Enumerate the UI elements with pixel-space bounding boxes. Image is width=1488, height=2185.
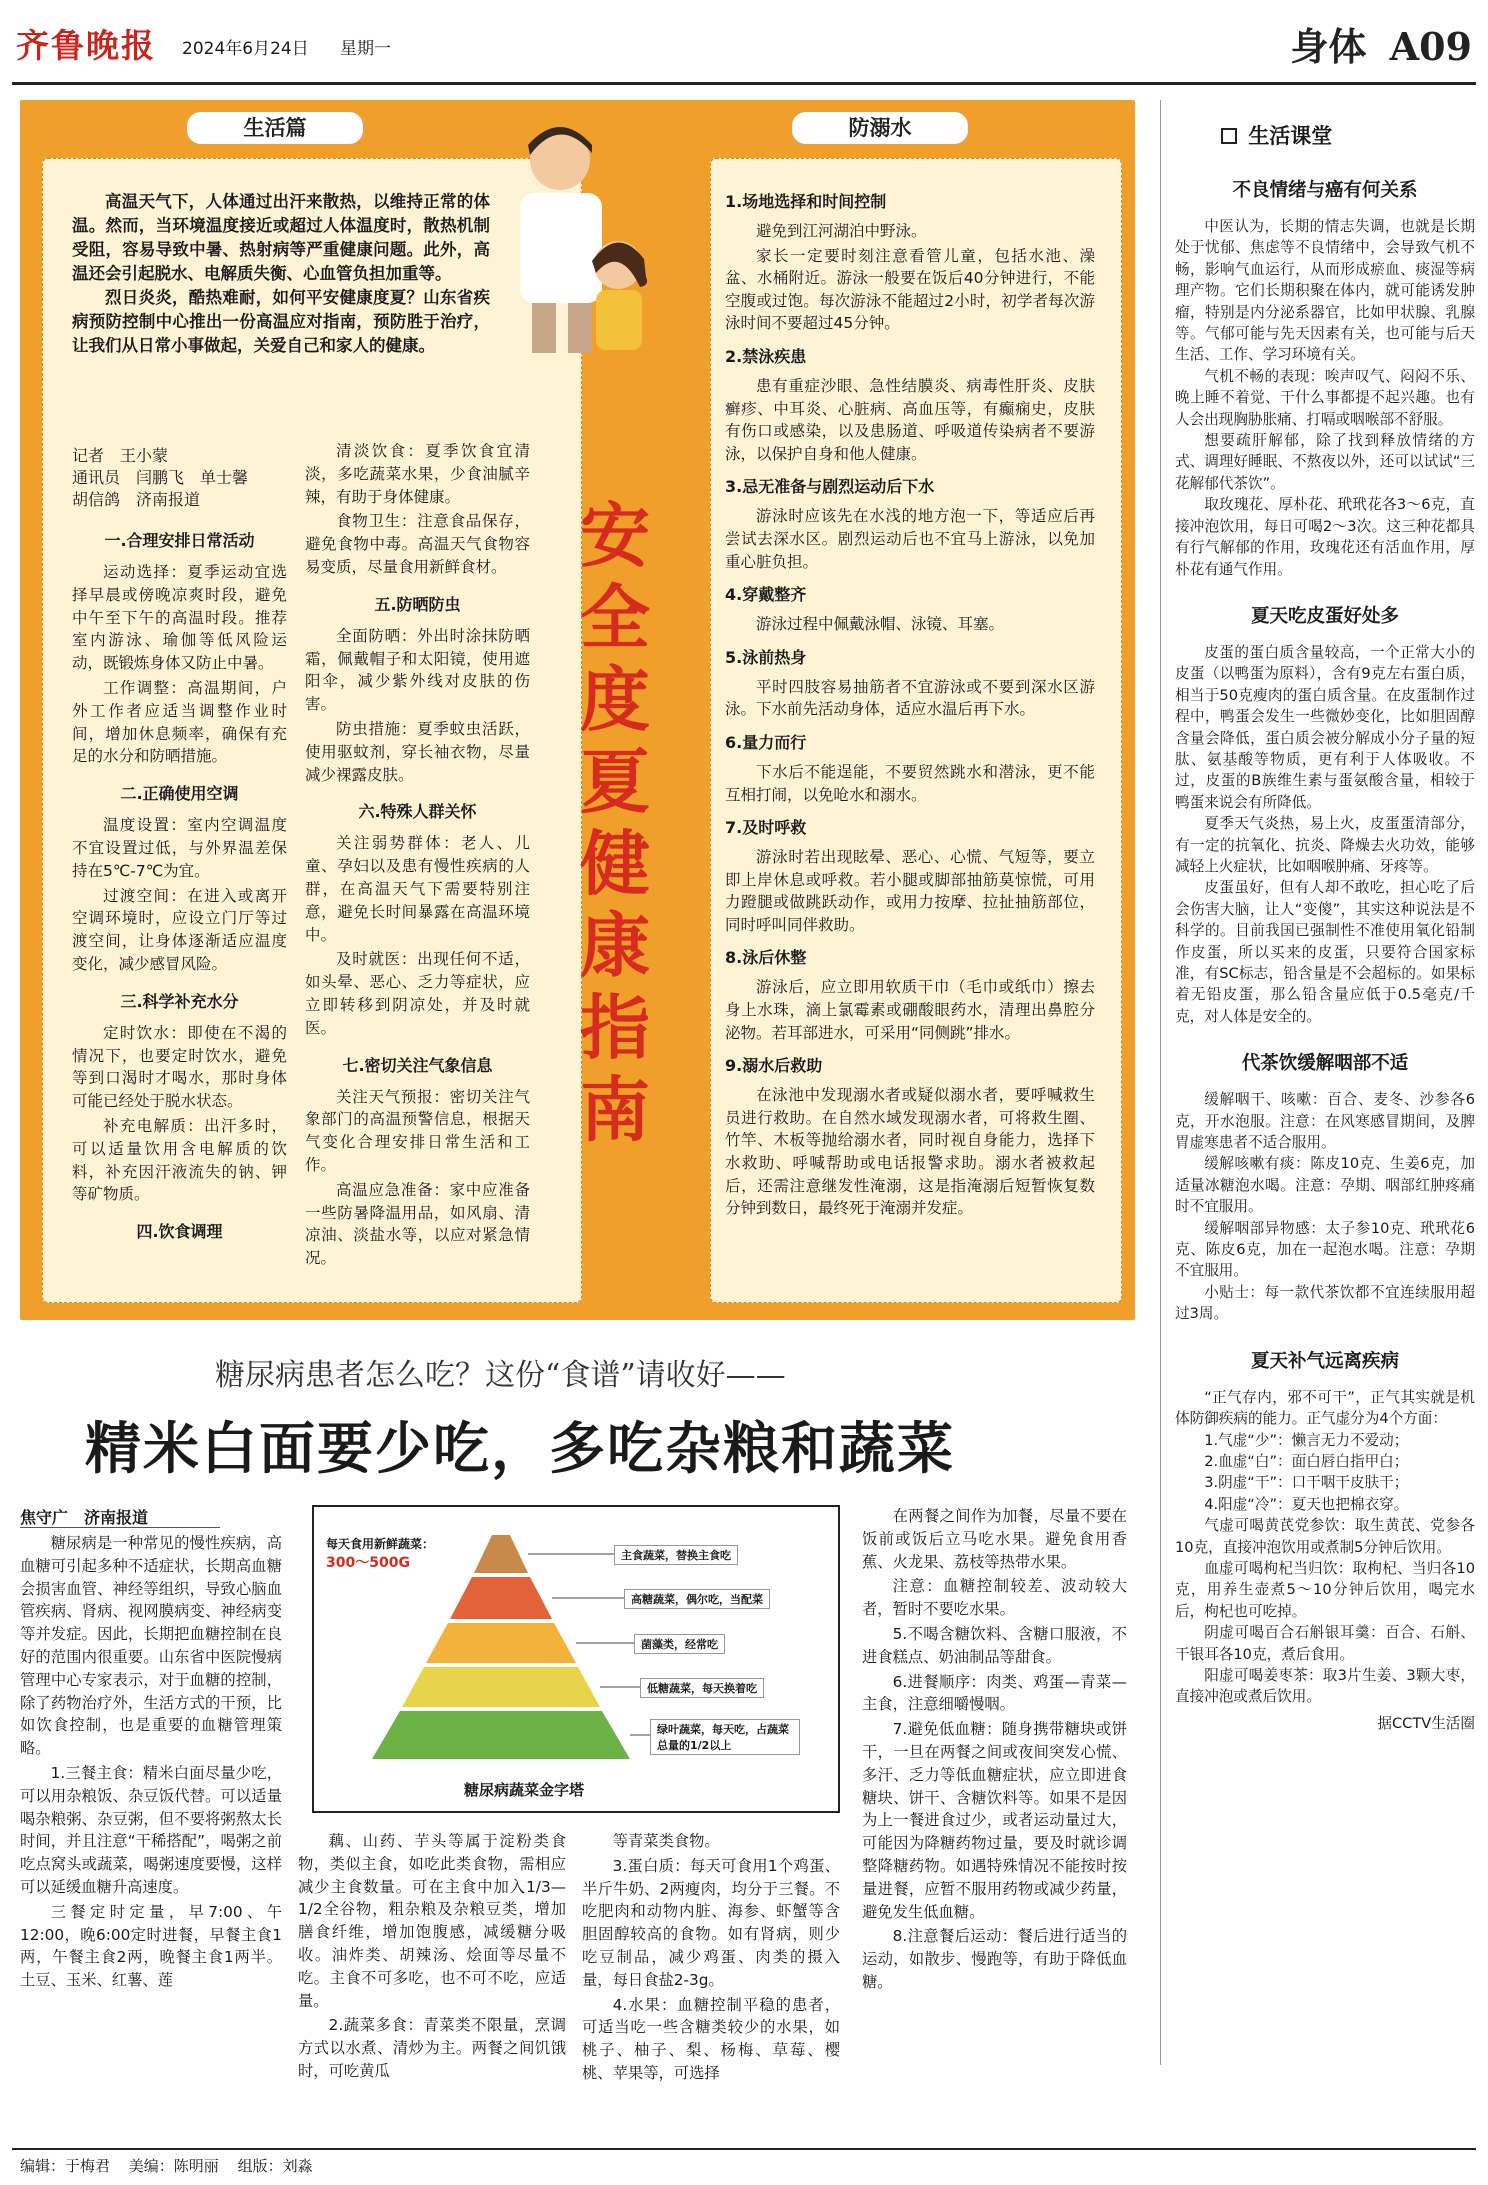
sidebar-paragraph: 3.阴虚“干”：口干咽干皮肤干；	[1204, 1474, 1409, 1492]
pyramid-label: 高糖蔬菜，偶尔吃，当配菜	[624, 1589, 770, 1609]
body-paragraph: 藕、山药、芋头等属于淀粉类食物，类似主食，如吃此类食物，需相应减少主食数量。可在主食中加入1/3—1/2全谷物，粗杂粮及杂粮豆类，增加膳食纤维，增加饱腹感，减缓糖分吸收。油炸类、胡辣汤、烩面等尽量不吃。主食不可多吃，也不可不吃，应适量。	[298, 1832, 566, 2010]
body-paragraph: 避免到江河湖泊中野泳。	[756, 222, 927, 240]
subhead: 3.忌无准备与剧烈运动后下水	[725, 477, 935, 497]
byline-rule	[20, 1527, 220, 1528]
body-paragraph: 三餐定时定量，早7:00、午12:00，晚6:00定时进餐，早餐主食1两，午餐主食2两，晚餐主食1两半。土豆、玉米、红薯、莲	[20, 1902, 282, 1990]
pyramid-label: 绿叶蔬菜，每天吃，占蔬菜总量的1/2以上	[650, 1719, 800, 1755]
body-paragraph: 8.注意餐后运动：餐后进行适当的运动，如散步、慢跑等，有助于降低血糖。	[862, 1927, 1127, 1991]
issue-weekday: 星期一	[340, 39, 391, 59]
body-paragraph: 注意：血糖控制较差、波动较大者，暂时不要吃水果。	[862, 1577, 1127, 1619]
feature-intro	[72, 190, 490, 358]
body-paragraph: 定时饮水：即使在不渴的情况下，也要定时饮水，避免等到口渴时才喝水，那时身体可能已经处于脱水状态。	[72, 1023, 287, 1111]
sidebar-paragraph: 缓解咳嗽有痰：陈皮10克、生姜6克，加适量冰糖泡水喝。注意：孕期、咽部红肿疼痛时不宜服用。	[1175, 1155, 1475, 1216]
subhead: 二.正确使用空调	[120, 784, 239, 804]
body-paragraph: 平时四肢容易抽筋者不宜游泳或不要到深水区游泳。下水前先活动身体，适应水温后再下水。	[725, 677, 1095, 719]
sidebar-paragraph: 2.血虚“白”：面白唇白指甲白；	[1204, 1452, 1409, 1470]
sidebar-paragraph: 缓解咽干、咳嗽：百合、麦冬、沙参各6克，开水泡服。注意：在风寒感冒期间，及脾胃虚寒患者不适合服用。	[1175, 1091, 1475, 1152]
footer	[20, 2155, 313, 2176]
sidebar-paragraph: 4.阳虚“冷”：夏天也把棉衣穿。	[1204, 1495, 1409, 1513]
body-paragraph: 7.避免低血糖：随身携带糖块或饼干，一旦在两餐之间或夜间突发心慌、多汗、乏力等低血糖症状，应立即进食糖块、饼干、含糖饮料等。如果不是因为上一餐进食过少，或者运动量过大，可能因为降糖药物过量，要及时就诊调整降糖药物。如遇特殊情况不能按时按量进餐，应暂不服用药物或减少药量，避免发生低血糖。	[862, 1720, 1127, 1921]
sidebar-paragraph: 1.气虚“少”：懒言无力不爱动；	[1204, 1431, 1409, 1449]
body-paragraph: 防虫措施：夏季蚊虫活跃，使用驱蚊剂，穿长袖衣物，尽量减少裸露皮肤。	[305, 719, 530, 784]
body-paragraph: 补充电解质：出汗多时，可以适量饮用含电解质的饮料，补充因汗液流失的钠、钾等矿物质。	[72, 1116, 287, 1204]
subhead: 2.禁泳疾患	[725, 346, 807, 366]
body-paragraph: 患有重症沙眼、急性结膜炎、病毒性肝炎、皮肤癣疹、中耳炎、心脏病、高血压等，有癫痫史，皮肤有伤口或感染，以及患肠道、呼吸道传染病者不要游泳，以保护自身和他人健康。	[725, 376, 1095, 463]
pyramid-label: 菌藻类，经常吃	[634, 1634, 725, 1654]
body-paragraph: 清淡饮食：夏季饮食宜清淡，多吃蔬菜水果，少食油腻辛辣，有助于身体健康。	[305, 442, 530, 506]
diabetes-column-3	[582, 1830, 840, 2087]
subhead: 三.科学补充水分	[120, 991, 239, 1011]
sidebar-body	[1175, 176, 1475, 1733]
body-paragraph: 糖尿病是一种常见的慢性疾病，高血糖可引起多种不适症状，长期高血糖会损害血管、神经等组织，导致心脑血管疾病、肾病、视网膜病变、神经病变等并发症。因此，长期把血糖控制在良好的范围内很重要。山东省中医院慢病管理中心专家表示，对于血糖的控制，除了药物治疗外，生活方式的干预，比如饮食控制，也是重要的血糖管理策略。	[20, 1534, 282, 1758]
body-paragraph: 5.不喝含糖饮料、含糖口服液，不进食糕点、奶油制品等甜食。	[862, 1624, 1127, 1666]
body-paragraph: 下水后不能逞能，不要贸然跳水和潜泳，更不能互相打闹，以免呛水和溺水。	[725, 762, 1095, 804]
page-number: A09	[1389, 24, 1472, 69]
body-paragraph: 工作调整：高温期间，户外工作者应适当调整作业时间，增加休息频率，确保有充足的水分和防晒措施。	[72, 678, 287, 766]
subhead: 五.防晒防虫	[374, 594, 461, 614]
body-paragraph: 食物卫生：注意食品保存，避免食物中毒。高温天气食物容易变质，尽量食用新鲜食材。	[305, 512, 530, 576]
footer-proof: 组版：刘淼	[237, 2157, 313, 2175]
footer-designer: 美编：陈明丽	[128, 2157, 219, 2175]
sidebar-paragraph: 血虚可喝枸杞当归饮：取枸杞、当归各10克，用养生壶煮5～10分钟后饮用，喝完水后，枸杞也可吃掉。	[1175, 1559, 1475, 1620]
sidebar-column-title	[1161, 120, 1481, 150]
body-paragraph: 在泳池中发现溺水者或疑似溺水者，要呼喊救生员进行救助。在自然水域发现溺水者，可将救生圈、竹竿、木板等抛给溺水者，同时视自身能力，选择下水救助、呼喊帮助或电话报警求助。溺水者被救起后，还需注意继发性淹溺，这是指淹溺后短暂恢复数分钟到数日，最终死于淹溺并发症。	[725, 1086, 1095, 1218]
subhead: 9.溺水后救助	[725, 1056, 823, 1076]
body-paragraph: 游泳时应该先在水浅的地方泡一下，等适应后再尝试去深水区。剧烈运动后也不宜马上游泳，以免加重心脏负担。	[725, 507, 1095, 571]
pyramid-caption: 糖尿病蔬菜金字塔	[463, 1781, 584, 1799]
body-paragraph: 家长一定要时刻注意看管儿童，包括水池、澡盆、水桶附近。游泳一般要在饭后40分钟进行，不能空腹或过饱。每次游泳不能超过2小时，初学者每次游泳时间不要超过45分钟。	[725, 246, 1095, 333]
pyramid-graphic	[314, 1507, 842, 1815]
paper-logo: 齐鲁晚报	[16, 26, 156, 65]
sidebar	[1160, 100, 1480, 2065]
body-paragraph: 等青菜类食物。	[612, 1832, 720, 1850]
sidebar-paragraph: 小贴士：每一款代茶饮都不宜连续服用超过3周。	[1175, 1283, 1475, 1323]
summer-illustration	[500, 115, 670, 355]
byline-line: 通讯员 闫鹏飞 单士馨	[72, 468, 249, 487]
body-paragraph: 过渡空间：在进入或离开空调环境时，应设立门厅等过渡空间，让身体逐渐适应温度变化，减少感冒风险。	[72, 886, 287, 973]
feature-title: 安全度夏健康指南	[580, 494, 650, 1151]
subhead: 7.及时呼救	[725, 818, 807, 838]
byline-line: 记者 王小蒙	[72, 446, 169, 465]
sidebar-source: 据CCTV生活圈	[1377, 1714, 1475, 1732]
diabetes-kicker: 糖尿病患者怎么吃？这份“食谱”请收好——	[215, 1358, 786, 1393]
sidebar-article-title: 代茶饮缓解咽部不适	[1241, 1053, 1409, 1075]
body-paragraph: 高温应急准备：家中应准备一些防暑降温用品，如风扇、清凉油、淡盐水等，以应对紧急情况。	[305, 1180, 530, 1268]
pyramid-label: 低糖蔬菜，每天换着吃	[640, 1678, 764, 1698]
diabetes-byline: 焦守广 济南报道	[20, 1508, 149, 1527]
masthead	[12, 8, 1476, 90]
section-name: 身体	[1290, 24, 1367, 69]
sidebar-paragraph: 取玫瑰花、厚朴花、玳玳花各3～6克，直接冲泡饮用，每日可喝2～3次。这三种花都具有行气解郁的作用，玫瑰花还有活血作用，厚朴花有通气作用。	[1175, 496, 1475, 578]
body-paragraph: 全面防晒：外出时涂抹防晒霜，佩戴帽子和太阳镜，使用遮阳伞，减少紫外线对皮肤的伤害。	[305, 626, 530, 714]
pyramid-label: 主食蔬菜，替换主食吃	[614, 1545, 738, 1565]
sidebar-paragraph: 阳虚可喝姜枣茶：取3片生姜、3颗大枣，直接冲泡或煮后饮用。	[1175, 1666, 1475, 1706]
body-paragraph: 关注弱势群体：老人、儿童、孕妇以及患有慢性疾病的人群，在高温天气下需要特别注意，避免长时间暴露在高温环境中。	[305, 834, 530, 944]
sidebar-article-title: 夏天补气远离疾病	[1250, 1350, 1399, 1372]
diabetes-column-4	[862, 1505, 1127, 1996]
sidebar-paragraph: 夏季天气炎热，易上火，皮蛋蛋清部分，有一定的抗氧化、抗炎、降燥去火功效，能够减轻上火症状，比如咽喉肿痛、牙疼等。	[1175, 815, 1475, 875]
intro-paragraph: 高温天气下，人体通过出汗来散热，以维持正常的体温。然而，当环境温度接近或超过人体温度时，散热机制受阻，容易导致中暑、热射病等严重健康问题。此外，高温还会引起脱水、电解质失衡、心血管负担加重等。	[72, 192, 490, 283]
body-paragraph: 关注天气预报：密切关注气象部门的高温预警信息，根据天气变化合理安排日常生活和工作。	[305, 1087, 530, 1174]
pyramid-note-amount: 300～500G	[326, 1555, 410, 1571]
feature-byline	[72, 445, 272, 511]
sidebar-article-title: 不良情绪与癌有何关系	[1232, 180, 1418, 201]
sidebar-paragraph: 皮蛋的蛋白质含量较高，一个正常大小的皮蛋（以鸭蛋为原料），含有9克左右蛋白质，相当于50克瘦肉的蛋白质含量。在皮蛋制作过程中，鸭蛋会发生一些微妙变化，比如胆固醇含量会降低，蛋白质会被分解成小分子量的短肽、氨基酸等物质，更有利于人体吸收。不过，皮蛋的B族维生素与蛋氨酸含量，相较于鸭蛋来说会有所降低。	[1175, 643, 1475, 811]
body-paragraph: 2.蔬菜多食：青菜类不限量，烹调方式以水煮、清炒为主。两餐之间饥饿时，可吃黄瓜	[298, 2016, 566, 2080]
life-column-a	[72, 515, 287, 1252]
body-paragraph: 在两餐之间作为加餐，尽量不要在饭前或饭后立马吃水果。避免食用香蕉、火龙果、荔枝等热带水果。	[862, 1507, 1127, 1571]
body-paragraph: 及时就医：出现任何不适，如头晕、恶心、乏力等症状，应立即转移到阴凉处，并及时就医。	[305, 950, 530, 1037]
body-paragraph: 4.水果：血糖控制平稳的患者，可适当吃一些含糖类较少的水果，如桃子、柚子、梨、杨梅、草莓、樱桃、苹果等，可选择	[582, 1995, 840, 2082]
footer-editor: 编辑：于梅君	[20, 2157, 111, 2175]
subhead: 1.场地选择和时间控制	[725, 192, 887, 211]
diabetes-column-1	[20, 1532, 282, 1994]
subhead: 四.饮食调理	[136, 1222, 223, 1242]
subhead: 5.泳前热身	[725, 647, 807, 667]
intro-paragraph: 烈日炎炎，酷热难耐，如何平安健康度夏？山东省疾病预防控制中心推出一份高温应对指南，预防胜于治疗，让我们从日常小事做起，关爱自己和家人的健康。	[72, 288, 490, 355]
column-icon	[1221, 128, 1237, 144]
column-title-text: 生活课堂	[1248, 124, 1333, 148]
body-paragraph: 游泳过程中佩戴泳帽、泳镜、耳塞。	[756, 615, 1005, 634]
sidebar-paragraph: 阴虚可喝百合石斛银耳羹：百合、石斛、干银耳各10克，煮后食用。	[1175, 1624, 1475, 1663]
subhead: 6.量力而行	[725, 732, 807, 752]
body-paragraph: 温度设置：室内空调温度不宜设置过低，与外界温差保持在5℃-7℃为宜。	[72, 816, 287, 880]
life-tag: 生活篇	[185, 110, 365, 146]
body-paragraph: 游泳时若出现眩晕、恶心、心慌、气短等，要立即上岸休息或呼救。若小腿或脚部抽筋莫惊慌，可用力蹬腿或做跳跃动作，或用力按摩、拉扯抽筋部位，同时呼叫同伴救助。	[725, 848, 1095, 934]
body-paragraph: 运动选择：夏季运动宜选择早晨或傍晚凉爽时段，避免中午至下午的高温时段。推荐室内游泳、瑜伽等低风险运动，既锻炼身体又防止中暑。	[72, 563, 287, 673]
sidebar-paragraph: “正气存内，邪不可干”，正气其实就是机体防御疾病的能力。正气虚分为4个方面：	[1175, 1388, 1475, 1428]
body-paragraph: 3.蛋白质：每天可食用1个鸡蛋、半斤牛奶、2两瘦肉，均分于三餐。不吃肥肉和动物内脏、海参、虾蟹等含胆固醇较高的食物。如有肾病，则少吃豆制品，减少鸡蛋、肉类的摄入量，每日食盐2-3g。	[582, 1856, 840, 1989]
issue-date: 2024年6月24日	[182, 39, 309, 59]
sidebar-paragraph: 缓解咽部异物感：太子参10克、玳玳花6克、陈皮6克，加在一起泡水喝。注意：孕期不宜服用。	[1175, 1219, 1475, 1280]
life-column-b	[305, 440, 530, 1272]
pyramid-note-title: 每天食用新鲜蔬菜：	[326, 1537, 435, 1551]
subhead: 一.合理安排日常活动	[104, 531, 255, 550]
sidebar-article-title: 夏天吃皮蛋好处多	[1250, 605, 1399, 627]
vegetable-pyramid	[312, 1505, 840, 1813]
subhead: 4.穿戴整齐	[725, 585, 807, 605]
diabetes-column-2	[298, 1830, 566, 2085]
section-label	[1290, 16, 1472, 71]
footer-rule	[12, 2148, 1476, 2150]
drowning-tag: 防溺水	[790, 110, 970, 146]
subhead: 六.特殊人群关怀	[358, 802, 477, 822]
sidebar-paragraph: 想要疏肝解郁，除了找到释放情绪的方式、调理好睡眠、不熬夜以外，还可以试试“三花解郁代茶饮”。	[1175, 432, 1475, 492]
sidebar-paragraph: 气机不畅的表现：唉声叹气、闷闷不乐、晚上睡不着觉、干什么事都提不起兴趣。也有人会出现胸胁胀痛、打嗝或咽喉部不舒服。	[1175, 367, 1475, 428]
subhead: 七.密切关注气象信息	[342, 1055, 493, 1075]
sidebar-paragraph: 中医认为，长期的情志失调，也就是长期处于忧郁、焦虑等不良情绪中，会导致气机不畅，影响气血运行，从而形成瘀血、痰湿等病理产物。它们长期积聚在体内，就可能诱发肿瘤，特别是内分泌系器官，比如甲状腺、乳腺等。气郁可能与先天因素有关，也可能与后天生活、工作、学习环境有关。	[1175, 218, 1475, 364]
sidebar-paragraph: 气虚可喝黄芪党参饮：取生黄芪、党参各10克，直接冲泡饮用或煮制5分钟后饮用。	[1175, 1517, 1475, 1556]
diabetes-title: 精米白面要少吃，多吃杂粮和蔬菜	[85, 1416, 955, 1482]
sidebar-paragraph: 皮蛋虽好，但有人却不敢吃，担心吃了后会伤害大脑，让人“变傻”，其实这种说法是不科学的。目前我国已强制性不准使用氧化铅制作皮蛋，所以买来的皮蛋，只要符合国家标准，有SC标志，铅含量是不会超标的。如果标着无铅皮蛋，那么铅含量应低于0.5毫克/千克，对人体是安全的。	[1175, 879, 1475, 1025]
drowning-column	[725, 180, 1095, 1222]
byline-line: 胡信鸽 济南报道	[72, 490, 201, 509]
subhead: 8.泳后休整	[725, 948, 807, 968]
body-paragraph: 游泳后，应立即用软质干巾（毛巾或纸巾）擦去身上水珠，滴上氯霉素或硼酸眼药水，清理出鼻腔分泌物。若耳部进水，可采用“同侧跳”排水。	[725, 978, 1095, 1042]
body-paragraph: 1.三餐主食：精米白面尽量少吃，可以用杂粮饭、杂豆饭代替。可以适量喝杂粮粥、杂豆粥，但不要将粥熬太长时间，并且注意“干稀搭配”，喝粥之前吃点窝头或蔬菜，喝粥速度要慢，这样可以延缓血糖升高速度。	[20, 1763, 282, 1896]
header-rule	[12, 82, 1476, 85]
body-paragraph: 6.进餐顺序：肉类、鸡蛋—青菜—主食，注意细嚼慢咽。	[862, 1672, 1127, 1714]
